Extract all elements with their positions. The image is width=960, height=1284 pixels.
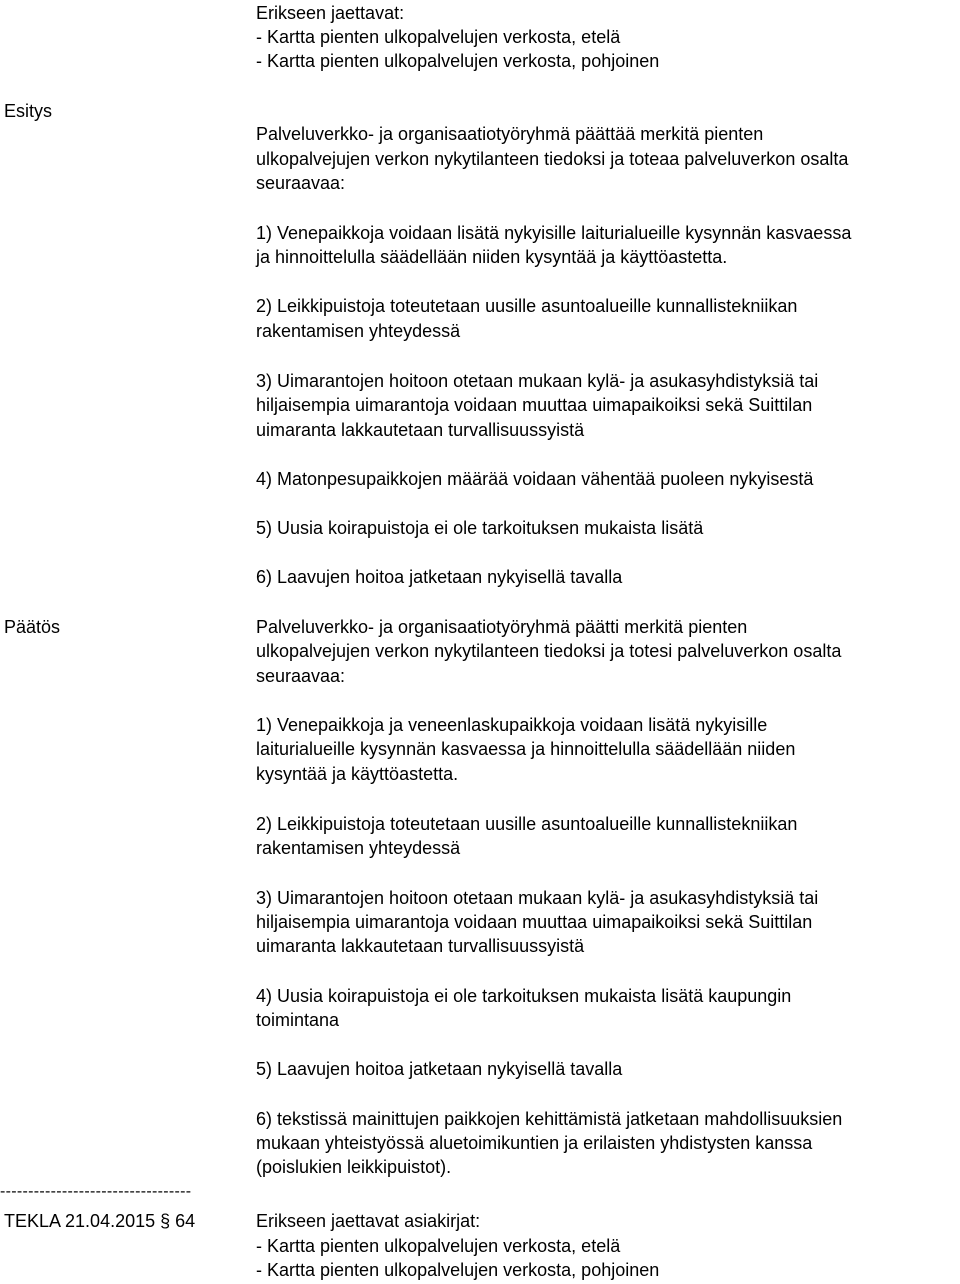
paatos-intro-line: Palveluverkko- ja organisaatiotyöryhmä päätti merkitä pienten	[256, 617, 748, 637]
esitys-point-line: ja hinnoittelulla säädellään niiden kysyntää ja käyttöastetta.	[256, 247, 728, 267]
esitys-point-line: 2) Leikkipuistoja toteutetaan uusille asuntoalueille kunnallistekniikan	[256, 296, 798, 316]
esitys-label: Esitys	[4, 101, 53, 121]
paatos-intro-line: ulkopalvejujen verkon nykytilanteen tiedoksi ja totesi palveluverkon osalta	[256, 641, 842, 661]
esitys-point-line: 5) Uusia koirapuistoja ei ole tarkoituksen mukaista lisätä	[256, 518, 704, 538]
footer-heading: Erikseen jaettavat asiakirjat:	[256, 1211, 481, 1231]
esitys-point-line: 1) Venepaikkoja voidaan lisätä nykyisille laiturialueille kysynnän kasvaessa	[256, 223, 852, 243]
esitys-intro-line: ulkopalvejujen verkon nykytilanteen tiedoksi ja toteaa palveluverkon osalta	[256, 149, 849, 169]
paatos-point-line: rakentamisen yhteydessä	[256, 838, 461, 858]
esitys-intro-line: seuraavaa:	[256, 173, 346, 193]
paatos-point-line: (poislukien leikkipuistot).	[256, 1157, 452, 1177]
paatos-point-line: 2) Leikkipuistoja toteutetaan uusille asuntoalueille kunnallistekniikan	[256, 814, 798, 834]
top-item: - Kartta pienten ulkopalvelujen verkosta, pohjoinen	[256, 51, 660, 71]
paatos-point-line: uimaranta lakkautetaan turvallisuussyistä	[256, 936, 585, 956]
paatos-point-line: mukaan yhteistyössä aluetoimikuntien ja erilaisten yhdistysten kanssa	[256, 1133, 813, 1153]
paatos-point-line: 4) Uusia koirapuistoja ei ole tarkoituksen mukaista lisätä kaupungin	[256, 986, 792, 1006]
paatos-point-line: 5) Laavujen hoitoa jatketaan nykyisellä tavalla	[256, 1059, 623, 1079]
esitys-point-line: 3) Uimarantojen hoitoon otetaan mukaan kylä- ja asukasyhdistyksiä tai	[256, 371, 819, 391]
paatos-point-line: hiljaisempia uimarantoja voidaan muuttaa uimapaikoiksi sekä Suittilan	[256, 912, 813, 932]
esitys-point-line: hiljaisempia uimarantoja voidaan muuttaa uimapaikoiksi sekä Suittilan	[256, 395, 813, 415]
paatos-point-line: kysyntää ja käyttöastetta.	[256, 764, 459, 784]
paatos-point-line: 3) Uimarantojen hoitoon otetaan mukaan kylä- ja asukasyhdistyksiä tai	[256, 888, 819, 908]
footer-item: - Kartta pienten ulkopalvelujen verkosta, etelä	[256, 1236, 621, 1256]
paatos-point-line: laiturialueille kysynnän kasvaessa ja hinnoittelulla säädellään niiden	[256, 739, 796, 759]
top-item: - Kartta pienten ulkopalvelujen verkosta, etelä	[256, 27, 621, 47]
footer-item: - Kartta pienten ulkopalvelujen verkosta, pohjoinen	[256, 1260, 660, 1280]
esitys-point-line: uimaranta lakkautetaan turvallisuussyistä	[256, 420, 585, 440]
esitys-point-line: rakentamisen yhteydessä	[256, 321, 461, 341]
esitys-point-line: 4) Matonpesupaikkojen määrää voidaan vähentää puoleen nykyisestä	[256, 469, 814, 489]
paatos-point-line: toimintana	[256, 1010, 340, 1030]
section-separator: ----------------------------------	[0, 1183, 192, 1200]
tekla-reference-label: TEKLA 21.04.2015 § 64	[4, 1211, 196, 1231]
esitys-point-line: 6) Laavujen hoitoa jatketaan nykyisellä tavalla	[256, 567, 623, 587]
esitys-intro-line: Palveluverkko- ja organisaatiotyöryhmä päättää merkitä pienten	[256, 124, 764, 144]
paatos-point-line: 1) Venepaikkoja ja veneenlaskupaikkoja voidaan lisätä nykyisille	[256, 715, 768, 735]
paatos-label: Päätös	[4, 617, 61, 637]
top-heading: Erikseen jaettavat:	[256, 3, 405, 23]
paatos-point-line: 6) tekstissä mainittujen paikkojen kehittämistä jatketaan mahdollisuuksien	[256, 1109, 843, 1129]
paatos-intro-line: seuraavaa:	[256, 666, 346, 686]
